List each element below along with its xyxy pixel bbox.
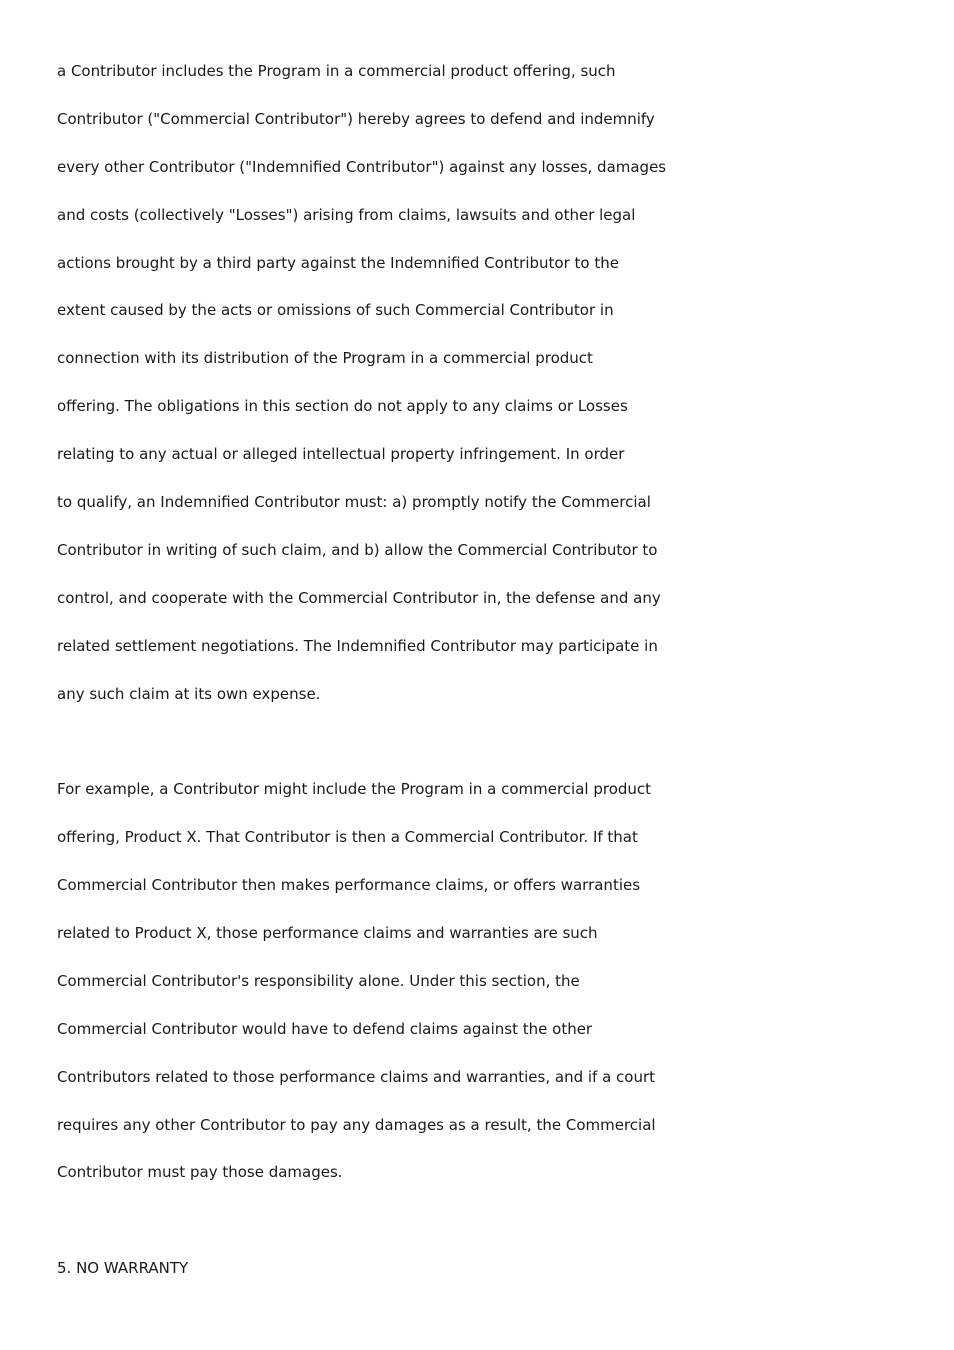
text-line: any such claim at its own expense.	[57, 684, 321, 703]
text-line: relating to any actual or alleged intellectual property infringement. In order	[57, 445, 625, 464]
paragraph-spacer	[57, 718, 917, 766]
text-line: a Contributor includes the Program in a commercial product offering, such	[57, 62, 616, 80]
paragraph-example	[57, 766, 917, 1197]
text-line: Commercial Contributor then makes performance claims, or offers warranties	[57, 876, 641, 895]
paragraph-commercial-distribution	[57, 48, 917, 718]
text-line: related settlement negotiations. The Indemnified Contributor may participate in	[57, 636, 658, 655]
text-line: Contributor in writing of such claim, and b) allow the Commercial Contributor to	[57, 540, 658, 559]
text-line: Commercial Contributor's responsibility alone. Under this section, the	[57, 971, 580, 990]
text-line: control, and cooperate with the Commercial Contributor in, the defense and any	[57, 588, 661, 607]
section-heading-block	[57, 1245, 917, 1293]
paragraph-spacer	[57, 1197, 917, 1245]
text-line: actions brought by a third party against the Indemnified Contributor to the	[57, 253, 619, 272]
text-line: extent caused by the acts or omissions of such Commercial Contributor in	[57, 301, 614, 320]
text-line: requires any other Contributor to pay any damages as a result, the Commercial	[57, 1115, 656, 1134]
text-line: Commercial Contributor would have to defend claims against the other	[57, 1019, 593, 1038]
section-heading: 5. NO WARRANTY	[57, 1259, 189, 1278]
text-line: connection with its distribution of the Program in a commercial product	[57, 349, 593, 368]
text-line: to qualify, an Indemnified Contributor must: a) promptly notify the Commercial	[57, 493, 651, 512]
text-line: Contributor ("Commercial Contributor") hereby agrees to defend and indemnify	[57, 109, 655, 128]
text-line: and costs (collectively "Losses") arising from claims, lawsuits and other legal	[57, 205, 636, 224]
text-line: related to Product X, those performance claims and warranties are such	[57, 924, 598, 943]
text-line: Contributor must pay those damages.	[57, 1163, 343, 1182]
document-page	[57, 48, 917, 1293]
text-line: every other Contributor ("Indemnified Contributor") against any losses, damages	[57, 157, 667, 176]
text-line: offering. The obligations in this section do not apply to any claims or Losses	[57, 397, 628, 416]
text-line: Contributors related to those performance claims and warranties, and if a court	[57, 1067, 656, 1086]
text-line: For example, a Contributor might include the Program in a commercial product	[57, 780, 652, 799]
text-line: offering, Product X. That Contributor is then a Commercial Contributor. If that	[57, 828, 638, 847]
